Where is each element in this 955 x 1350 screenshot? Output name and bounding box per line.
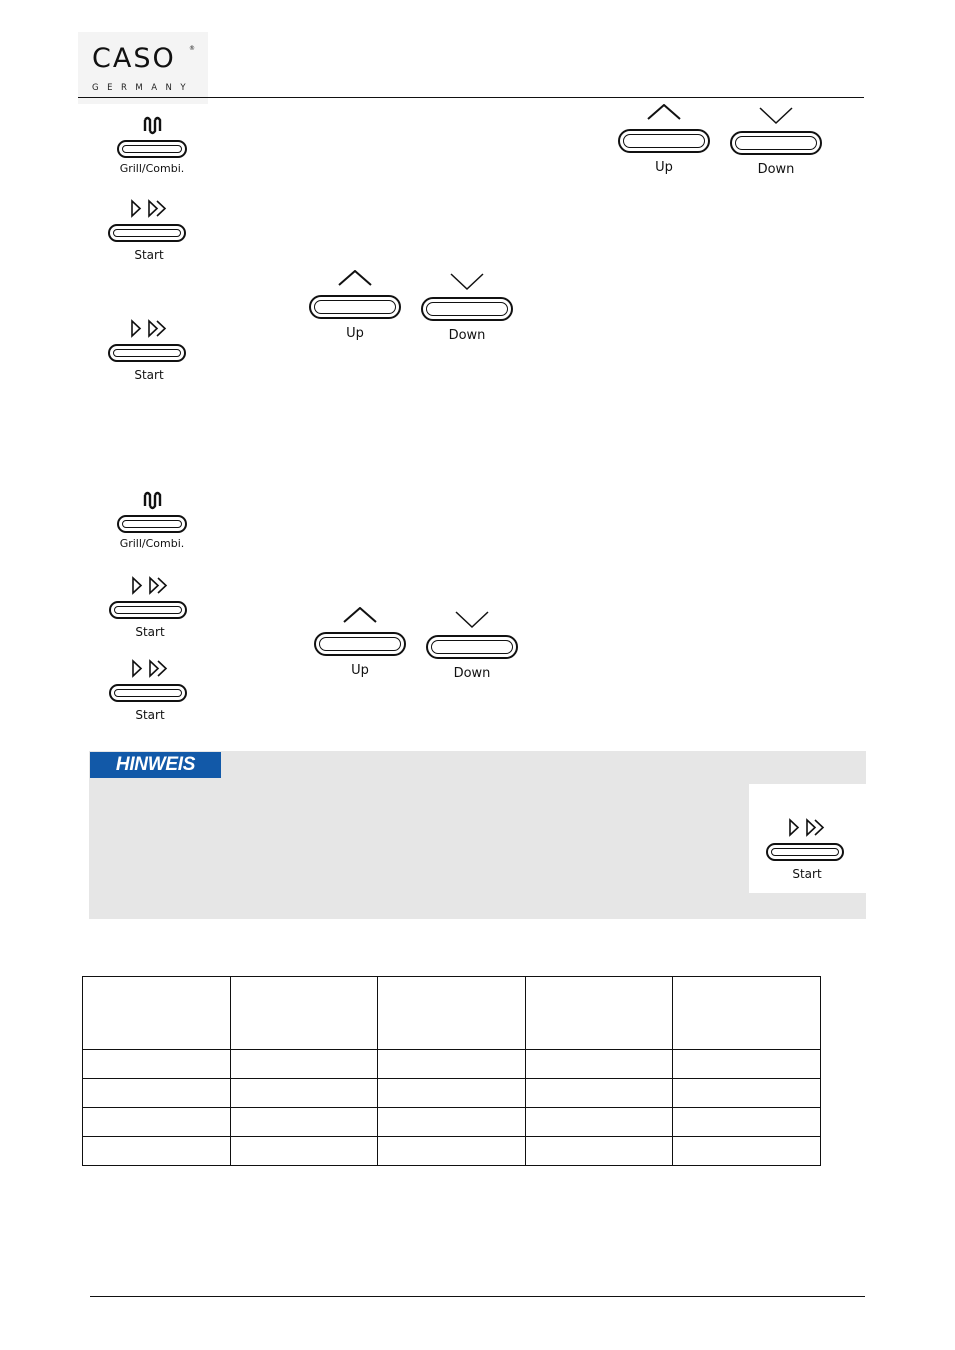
down-button[interactable]: [420, 272, 514, 342]
table-cell: [378, 1050, 526, 1079]
table-cell: [673, 1137, 821, 1166]
table-cell: [83, 1079, 231, 1108]
start-button[interactable]: [104, 196, 194, 266]
chevron-down-icon: [420, 272, 514, 294]
table-row: [83, 1050, 821, 1079]
up-button[interactable]: [308, 270, 402, 340]
table-cell: [525, 1050, 673, 1079]
button-pill: [108, 344, 186, 362]
chevron-down-icon: [729, 106, 823, 128]
start-label: Start: [792, 867, 822, 881]
logo-word: CASO: [92, 43, 176, 74]
table-cell: [525, 1108, 673, 1137]
up-label: Up: [655, 160, 673, 175]
grill-icon: [107, 491, 197, 513]
table-cell: [673, 1050, 821, 1079]
button-pill: [426, 635, 518, 659]
button-pill: [109, 601, 187, 619]
grill-combi-label: Grill/Combi.: [119, 537, 185, 550]
button-pill: [421, 297, 513, 321]
chevron-up-icon: [313, 607, 407, 629]
start-button[interactable]: [105, 656, 195, 726]
table-cell: [83, 1108, 231, 1137]
table-cell: [378, 1108, 526, 1137]
button-pill: [117, 515, 187, 533]
grill-combi-button[interactable]: [107, 116, 197, 178]
table-row: [83, 1137, 821, 1166]
table-header-row: [83, 977, 821, 1050]
header-rule: [78, 97, 864, 98]
brand-logo: [78, 32, 208, 104]
table-cell: [230, 1108, 378, 1137]
button-pill: [766, 843, 844, 861]
table-cell: [378, 1079, 526, 1108]
button-pill: [117, 140, 187, 158]
table-cell: [673, 977, 821, 1050]
table-cell: [230, 977, 378, 1050]
chevron-up-icon: [617, 104, 711, 126]
start-button[interactable]: [105, 573, 195, 643]
chevron-down-icon: [425, 610, 519, 632]
play-double-play-icon: [104, 318, 194, 342]
note-title: HINWEIS: [90, 752, 221, 778]
play-double-play-icon: [105, 575, 195, 599]
table-row: [83, 1079, 821, 1108]
grill-icon: [107, 116, 197, 138]
table-cell: [230, 1137, 378, 1166]
logo-registered-mark: ®: [189, 45, 195, 52]
down-label: Down: [453, 666, 491, 681]
table-cell: [525, 1137, 673, 1166]
start-button[interactable]: [762, 815, 852, 885]
start-button[interactable]: [104, 316, 194, 386]
footer-rule: [90, 1296, 865, 1297]
table-cell: [83, 1137, 231, 1166]
start-label: Start: [135, 708, 165, 722]
up-button[interactable]: [617, 104, 711, 174]
down-button[interactable]: [729, 106, 823, 176]
start-label: Start: [134, 248, 164, 262]
table-cell: [525, 1079, 673, 1108]
table-cell: [525, 977, 673, 1050]
start-label: Start: [134, 368, 164, 382]
button-pill: [730, 131, 822, 155]
down-label: Down: [757, 162, 795, 177]
grill-combi-button[interactable]: [107, 491, 197, 553]
table-cell: [673, 1079, 821, 1108]
play-double-play-icon: [105, 658, 195, 682]
table-cell: [378, 977, 526, 1050]
play-double-play-icon: [762, 817, 852, 841]
play-double-play-icon: [104, 198, 194, 222]
down-label: Down: [448, 328, 486, 343]
table-cell: [83, 977, 231, 1050]
button-pill: [109, 684, 187, 702]
data-table: [82, 976, 821, 1166]
table-cell: [673, 1108, 821, 1137]
table-cell: [83, 1050, 231, 1079]
up-label: Up: [351, 663, 369, 678]
table-cell: [378, 1137, 526, 1166]
button-pill: [314, 632, 406, 656]
grill-combi-label: Grill/Combi.: [119, 162, 185, 175]
down-button[interactable]: [425, 610, 519, 680]
table-cell: [230, 1079, 378, 1108]
button-pill: [108, 224, 186, 242]
up-button[interactable]: [313, 607, 407, 677]
up-label: Up: [346, 326, 364, 341]
button-pill: [309, 295, 401, 319]
table-row: [83, 1108, 821, 1137]
button-pill: [618, 129, 710, 153]
chevron-up-icon: [308, 270, 402, 292]
table-cell: [230, 1050, 378, 1079]
start-label: Start: [135, 625, 165, 639]
logo-subtitle: GERMANY: [92, 83, 195, 93]
